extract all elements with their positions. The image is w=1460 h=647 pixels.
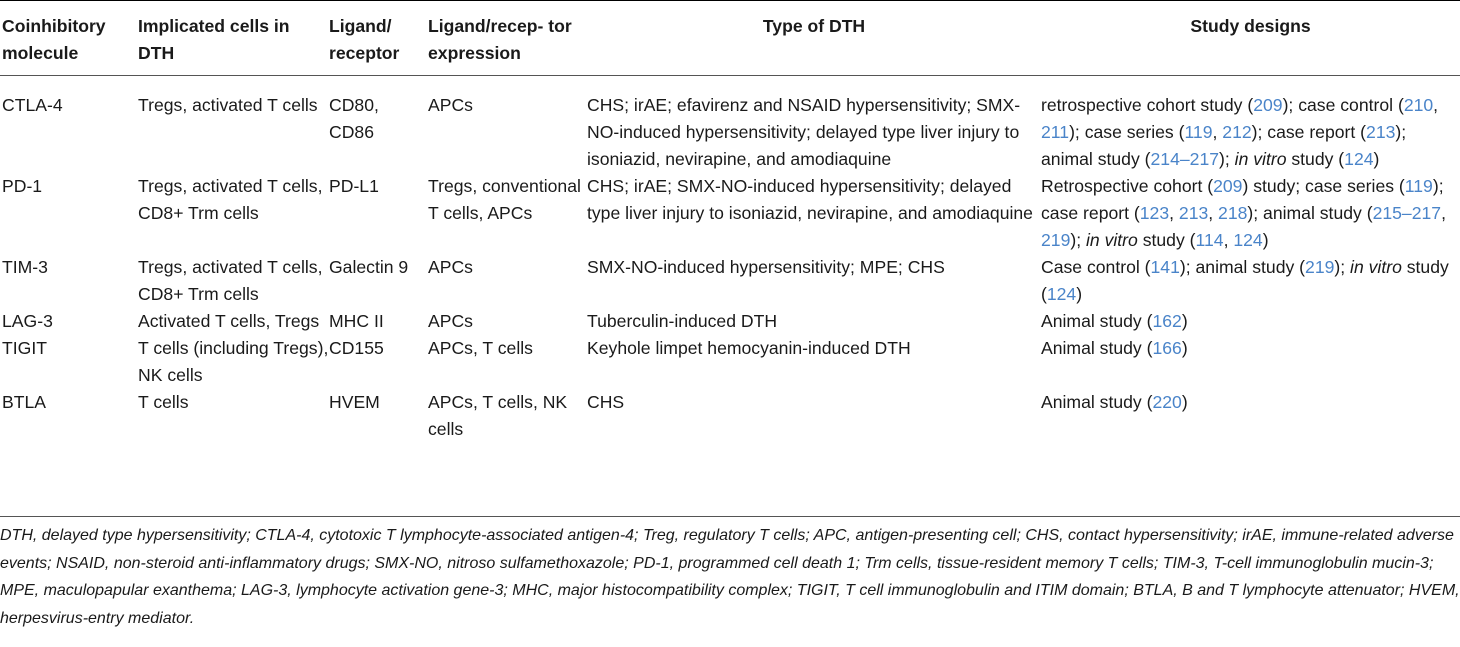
study-text: ) study; case series ( xyxy=(1242,176,1405,196)
italic-text: in vitro xyxy=(1234,149,1287,169)
table-row xyxy=(0,254,1460,308)
reference-link[interactable]: 212 xyxy=(1222,122,1252,142)
reference-link[interactable]: 166 xyxy=(1152,338,1182,358)
study-text: study ( xyxy=(1137,230,1196,250)
header-type-of-dth: Type of DTH xyxy=(587,1,1041,76)
reference-link[interactable]: 209 xyxy=(1213,176,1243,196)
cell-expression: APCs xyxy=(428,311,473,331)
cell-ligand-receptor: Galectin 9 xyxy=(329,257,409,277)
cell-expression: Tregs, conventional T cells, APCs xyxy=(428,176,581,223)
study-text: Animal study ( xyxy=(1041,311,1153,331)
table-row xyxy=(0,76,1460,174)
cell-molecule: CTLA-4 xyxy=(2,95,63,115)
study-text: , xyxy=(1212,122,1223,142)
cell-molecule: TIGIT xyxy=(2,338,47,358)
cell-implicated-cells: Tregs, activated T cells, CD8+ Trm cells xyxy=(138,257,323,304)
study-text: ); case report ( xyxy=(1251,122,1367,142)
header-coinhibitory-molecule: Coinhibitory molecule xyxy=(0,1,138,76)
study-text: ) xyxy=(1181,311,1188,331)
cell-type-of-dth: CHS; irAE; efavirenz and NSAID hypersensitivity; SMX-NO-induced hypersensitivity; delayed type liver injury to isoniazid, nevirapine, and amodiaquine xyxy=(587,95,1021,169)
study-text: , xyxy=(1208,203,1219,223)
reference-link[interactable]: 210 xyxy=(1403,95,1434,115)
study-text: Retrospective cohort ( xyxy=(1041,176,1214,196)
cell-type-of-dth: CHS xyxy=(587,392,625,412)
cell-molecule: TIM-3 xyxy=(2,257,48,277)
cell-implicated-cells: Tregs, activated T cells xyxy=(138,95,318,115)
study-text: Animal study ( xyxy=(1041,338,1153,358)
cell-study-designs xyxy=(1041,308,1460,335)
cell-molecule: PD-1 xyxy=(2,176,43,196)
reference-link[interactable]: 214–217 xyxy=(1150,149,1220,169)
study-text: study ( xyxy=(1286,149,1345,169)
cell-ligand-receptor: CD80, CD86 xyxy=(329,95,379,142)
header-study-designs: Study designs xyxy=(1041,1,1460,76)
cell-implicated-cells: Activated T cells, Tregs xyxy=(138,311,320,331)
reference-link[interactable]: 162 xyxy=(1152,311,1182,331)
reference-link[interactable]: 124 xyxy=(1233,230,1263,250)
cell-ligand-receptor: PD-L1 xyxy=(329,176,379,196)
reference-link[interactable]: 123 xyxy=(1139,203,1170,223)
table-body xyxy=(0,76,1460,444)
header-expression: Ligand/recep- tor expression xyxy=(428,1,587,76)
study-text: ); animal study ( xyxy=(1247,203,1373,223)
cell-expression: APCs, T cells, NK cells xyxy=(428,392,568,439)
cell-study-designs xyxy=(1041,173,1460,254)
reference-link[interactable]: 114 xyxy=(1195,230,1224,250)
table-row xyxy=(0,308,1460,335)
reference-link[interactable]: 215–217 xyxy=(1372,203,1442,223)
study-text: ); case report ( xyxy=(1041,176,1444,223)
study-text: ); xyxy=(1070,230,1086,250)
reference-link[interactable]: 218 xyxy=(1218,203,1248,223)
reference-link[interactable]: 213 xyxy=(1366,122,1396,142)
reference-link[interactable]: 124 xyxy=(1344,149,1374,169)
study-text: ) xyxy=(1181,392,1188,412)
study-text: ); xyxy=(1334,257,1351,277)
reference-link[interactable]: 211 xyxy=(1041,122,1070,142)
study-text: Case control ( xyxy=(1041,257,1151,277)
reference-link[interactable]: 209 xyxy=(1253,95,1283,115)
reference-link[interactable]: 119 xyxy=(1184,122,1213,142)
cell-molecule: BTLA xyxy=(2,392,47,412)
reference-link[interactable]: 219 xyxy=(1041,230,1071,250)
cell-type-of-dth: Keyhole limpet hemocyanin-induced DTH xyxy=(587,338,911,358)
cell-molecule: LAG-3 xyxy=(2,311,53,331)
reference-link[interactable]: 141 xyxy=(1150,257,1180,277)
study-text: ) xyxy=(1076,284,1083,304)
study-text: ); animal study ( xyxy=(1041,122,1407,169)
cell-expression: APCs xyxy=(428,257,473,277)
study-text: ); case series ( xyxy=(1069,122,1185,142)
study-text: ); animal study ( xyxy=(1179,257,1306,277)
header-ligand-receptor: Ligand/ receptor xyxy=(329,1,428,76)
reference-link[interactable]: 213 xyxy=(1178,203,1209,223)
cell-study-designs xyxy=(1041,335,1460,389)
study-text: , xyxy=(1433,95,1439,115)
footnote-divider xyxy=(0,516,1460,517)
cell-ligand-receptor: HVEM xyxy=(329,392,380,412)
cell-type-of-dth: CHS; irAE; SMX-NO-induced hypersensitivity; delayed type liver injury to isoniazid, nevirapine, and amodiaquine xyxy=(587,176,1033,223)
table-row xyxy=(0,335,1460,389)
cell-implicated-cells: Tregs, activated T cells, CD8+ Trm cells xyxy=(138,176,323,223)
reference-link[interactable]: 219 xyxy=(1305,257,1335,277)
study-text: ); xyxy=(1219,149,1235,169)
cell-expression: APCs, T cells xyxy=(428,338,533,358)
study-text: retrospective cohort study ( xyxy=(1041,95,1254,115)
cell-type-of-dth: SMX-NO-induced hypersensitivity; MPE; CHS xyxy=(587,257,945,277)
study-text: , xyxy=(1223,230,1234,250)
table-footnote: DTH, delayed type hypersensitivity; CTLA-4, cytotoxic T lymphocyte-associated antigen-4; Treg, regulatory T cells; APC, antigen-presenting cell; CHS, contact hypersensitivity; irAE, immune-related adverse events; NSAID, non-steroid anti-inflammatory drugs; SMX-NO, nitroso sulfamethoxazole; PD-1, programmed cell death 1; Trm cells, tissue-resident memory T cells; TIM-3, T-cell immunoglobulin mucin-3; MPE, maculopapular exanthema; LAG-3, lymphocyte activation gene-3; MHC, major histocompatibility complex; TIGIT, T cell immunoglobulin and ITIM domain; BTLA, B and T lymphocyte attenuator; HVEM, herpesvirus-entry mediator. xyxy=(0,527,1460,627)
italic-text: in vitro xyxy=(1350,257,1402,277)
reference-link[interactable]: 124 xyxy=(1046,284,1077,304)
reference-link[interactable]: 119 xyxy=(1404,176,1433,196)
study-text: ); case control ( xyxy=(1282,95,1404,115)
study-text: ) xyxy=(1262,230,1269,250)
table-row xyxy=(0,173,1460,254)
study-text: study ( xyxy=(1041,257,1449,304)
study-text: ) xyxy=(1181,338,1188,358)
italic-text: in vitro xyxy=(1086,230,1138,250)
study-text: , xyxy=(1441,203,1446,223)
reference-link[interactable]: 220 xyxy=(1152,392,1182,412)
study-text: Animal study ( xyxy=(1041,392,1153,412)
table-row xyxy=(0,389,1460,443)
cell-study-designs xyxy=(1041,76,1460,174)
study-text: , xyxy=(1169,203,1179,223)
cell-implicated-cells: T cells (including Tregs), NK cells xyxy=(138,338,329,385)
study-text: ) xyxy=(1373,149,1380,169)
cell-type-of-dth: Tuberculin-induced DTH xyxy=(587,311,778,331)
cell-ligand-receptor: CD155 xyxy=(329,338,384,358)
cell-ligand-receptor: MHC II xyxy=(329,311,384,331)
cell-expression: APCs xyxy=(428,95,473,115)
cell-implicated-cells: T cells xyxy=(138,392,189,412)
cell-study-designs xyxy=(1041,254,1460,308)
header-implicated-cells: Implicated cells in DTH xyxy=(138,1,329,76)
cell-study-designs xyxy=(1041,389,1460,443)
table-header-row xyxy=(0,1,1460,76)
